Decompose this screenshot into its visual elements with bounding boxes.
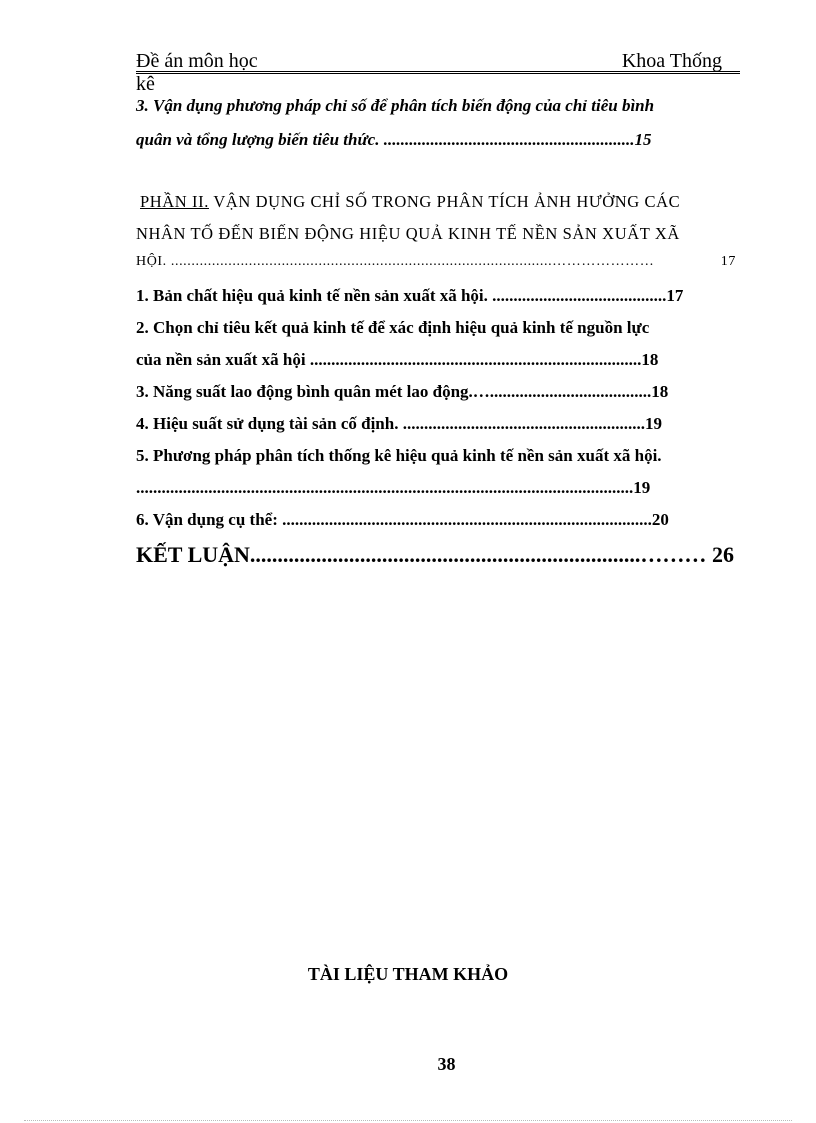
page-header (136, 50, 740, 94)
header-rule-bottom (136, 73, 740, 74)
toc-part2-page: 17 (720, 254, 736, 269)
header-faculty: Khoa Thống (621, 50, 722, 72)
toc-entry-2-line1: 2. Chọn chỉ tiêu kết quả kinh tế để xác định hiệu quả kinh tế nguồn lực (136, 318, 650, 337)
toc-part2-line1 (140, 192, 740, 212)
page-number: 38 (437, 1054, 456, 1074)
toc-entry-2-line2: của nền sản xuất xã hội ..............................................................................18 (136, 350, 659, 369)
toc-conclusion (136, 542, 734, 568)
toc-entry-5-line1: 5. Phương pháp phân tích thống kê hiệu quả kinh tế nền sản xuất xã hội. (136, 446, 662, 465)
toc-entry-4: 4. Hiệu suất sử dụng tài sản cố định. .........................................................19 (136, 414, 662, 433)
references-title: TÀI LIỆU THAM KHẢO (307, 964, 509, 984)
toc-conclusion-page: 26 (712, 542, 734, 567)
toc-part2-line2: NHÂN TỐ ĐẾN BIẾN ĐỘNG HIỆU QUẢ KINH TẾ NỀN SẢN XUẤT XÃ (136, 224, 680, 243)
toc-part2-title: PHẦN II. (140, 192, 209, 211)
toc-conclusion-label: KẾT LUẬN.......................................................................……… (136, 542, 707, 567)
toc-entry-3: 3. Năng suất lao động bình quân mét lao động.…......................................18 (136, 382, 669, 401)
toc-part2-heading: VẬN DỤNG CHỈ SỐ TRONG PHÂN TÍCH ẢNH HƯỞNG CÁC (208, 192, 681, 211)
toc-entry-1: 1. Bản chất hiệu quả kinh tế nền sản xuất xã hội. .........................................17 (136, 286, 684, 305)
toc-part2-line3 (136, 254, 736, 270)
toc-entry-6: 6. Vận dụng cụ thể: .......................................................................................20 (136, 510, 669, 529)
header-rule-top (136, 71, 740, 72)
header-faculty-wrap: kê (136, 73, 155, 95)
toc-part2-leader: HỘI. .............................................................................................………………… (136, 254, 655, 269)
toc-item-3-line2: quân và tổng lượng biến tiêu thức. ...........................................................15 (136, 130, 652, 149)
page-bottom-border (24, 1120, 792, 1121)
toc-item-3-line1: 3. Vận dụng phương pháp chỉ số để phân tích biến động của chỉ tiêu bình (136, 96, 655, 115)
header-course-title: Đề án môn học (136, 50, 258, 72)
toc-entry-5-line2: .....................................................................................................................19 (136, 478, 651, 497)
